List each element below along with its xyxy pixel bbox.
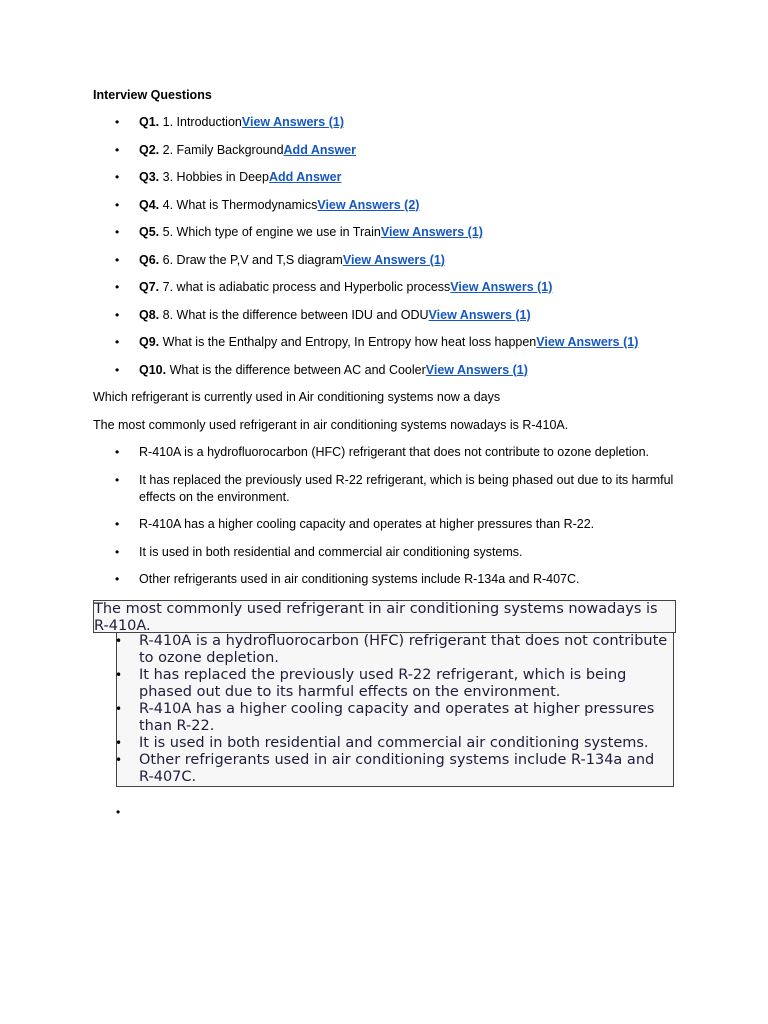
answer-box[interactable] [93,600,676,787]
question-text: 8. What is the difference between IDU and ODU [162,307,429,322]
question-item [93,114,676,131]
answer-point: • R-410A has a higher cooling capacity and operates at higher pressures than R-22. [93,516,676,533]
question-item [93,142,676,159]
view-answers-link[interactable]: View Answers (1) [380,225,483,239]
question-list [93,114,676,379]
view-answers-link[interactable]: View Answers (1) [450,280,553,294]
question-item [93,362,676,379]
view-answers-link[interactable]: View Answers (1) [425,362,528,377]
question-item [93,224,676,241]
view-answers-link[interactable]: View Answers (1) [342,252,445,267]
question-number: Q4. [139,197,160,212]
question-text: What is the Enthalpy and Entropy, In Entropy how heat loss happen [162,335,537,349]
answer-point: • R-410A is a hydrofluorocarbon (HFC) refrigerant that does not contribute to ozone depletion. [93,444,676,461]
question-number: Q2. [139,142,160,157]
view-answers-link[interactable]: View Answers (1) [536,335,639,349]
question-item [93,252,676,269]
answer-box-list[interactable] [116,633,674,787]
answer-box-point[interactable]: • Other refrigerants used in air conditioning systems include R-134a and R-407C. [117,752,673,786]
question-item [93,169,676,186]
question-number: Q7. [139,280,160,294]
question-number: Q6. [139,252,160,267]
question-text: 5. Which type of engine we use in Train [162,225,381,239]
answer-intro: The most commonly used refrigerant in air conditioning systems nowadays is R-410A. [93,417,569,432]
question-number: Q1. [139,115,160,129]
question-text: 2. Family Background [162,142,284,157]
answer-box-point[interactable]: • R-410A has a higher cooling capacity and operates at higher pressures than R-22. [117,701,673,735]
question-number: Q8. [139,307,160,322]
question-text: 6. Draw the P,V and T,S diagram [162,252,343,267]
answer-point: • It has replaced the previously used R-22 refrigerant, which is being phased out due to its harmful effects on the environment. [93,472,676,506]
question-text: What is the difference between AC and Cooler [169,362,426,377]
question-number: Q3. [139,170,160,184]
document-page [93,87,676,599]
answer-box-point[interactable]: • It is used in both residential and commercial air conditioning systems. [117,735,673,752]
add-answer-link[interactable]: Add Answer [283,142,356,157]
answer-point: • Other refrigerants used in air conditioning systems include R-134a and R-407C. [93,571,676,588]
answer-box-point[interactable]: • It has replaced the previously used R-22 refrigerant, which is being phased out due to its harmful effects on the environment. [117,667,673,701]
view-answers-link[interactable]: View Answers (1) [428,307,531,322]
question-text: 7. what is adiabatic process and Hyperbolic process [162,280,451,294]
question-text: 3. Hobbies in Deep [162,170,269,184]
add-answer-link[interactable]: Add Answer [268,170,342,184]
question-number: Q10. [139,362,167,377]
question-text: 1. Introduction [162,115,242,129]
question-line: Which refrigerant is currently used in Air conditioning systems now a days [93,390,501,404]
view-answers-link[interactable]: View Answers (2) [317,197,420,212]
question-item [93,334,676,351]
answer-box-intro[interactable]: The most commonly used refrigerant in air conditioning systems nowadays is R-410A. [93,600,676,633]
question-item [93,197,676,214]
question-item [93,307,676,324]
question-number: Q5. [139,225,160,239]
question-text: 4. What is Thermodynamics [162,197,318,212]
empty-bullet[interactable]: • [116,805,121,819]
page-title: Interview Questions [93,88,212,102]
question-number: Q9. [139,335,160,349]
answer-box-point[interactable]: • R-410A is a hydrofluorocarbon (HFC) refrigerant that does not contribute to ozone depletion. [117,633,673,667]
answer-point: • It is used in both residential and commercial air conditioning systems. [93,544,676,561]
view-answers-link[interactable]: View Answers (1) [241,115,344,129]
answer-points [93,444,676,588]
question-item [93,279,676,296]
